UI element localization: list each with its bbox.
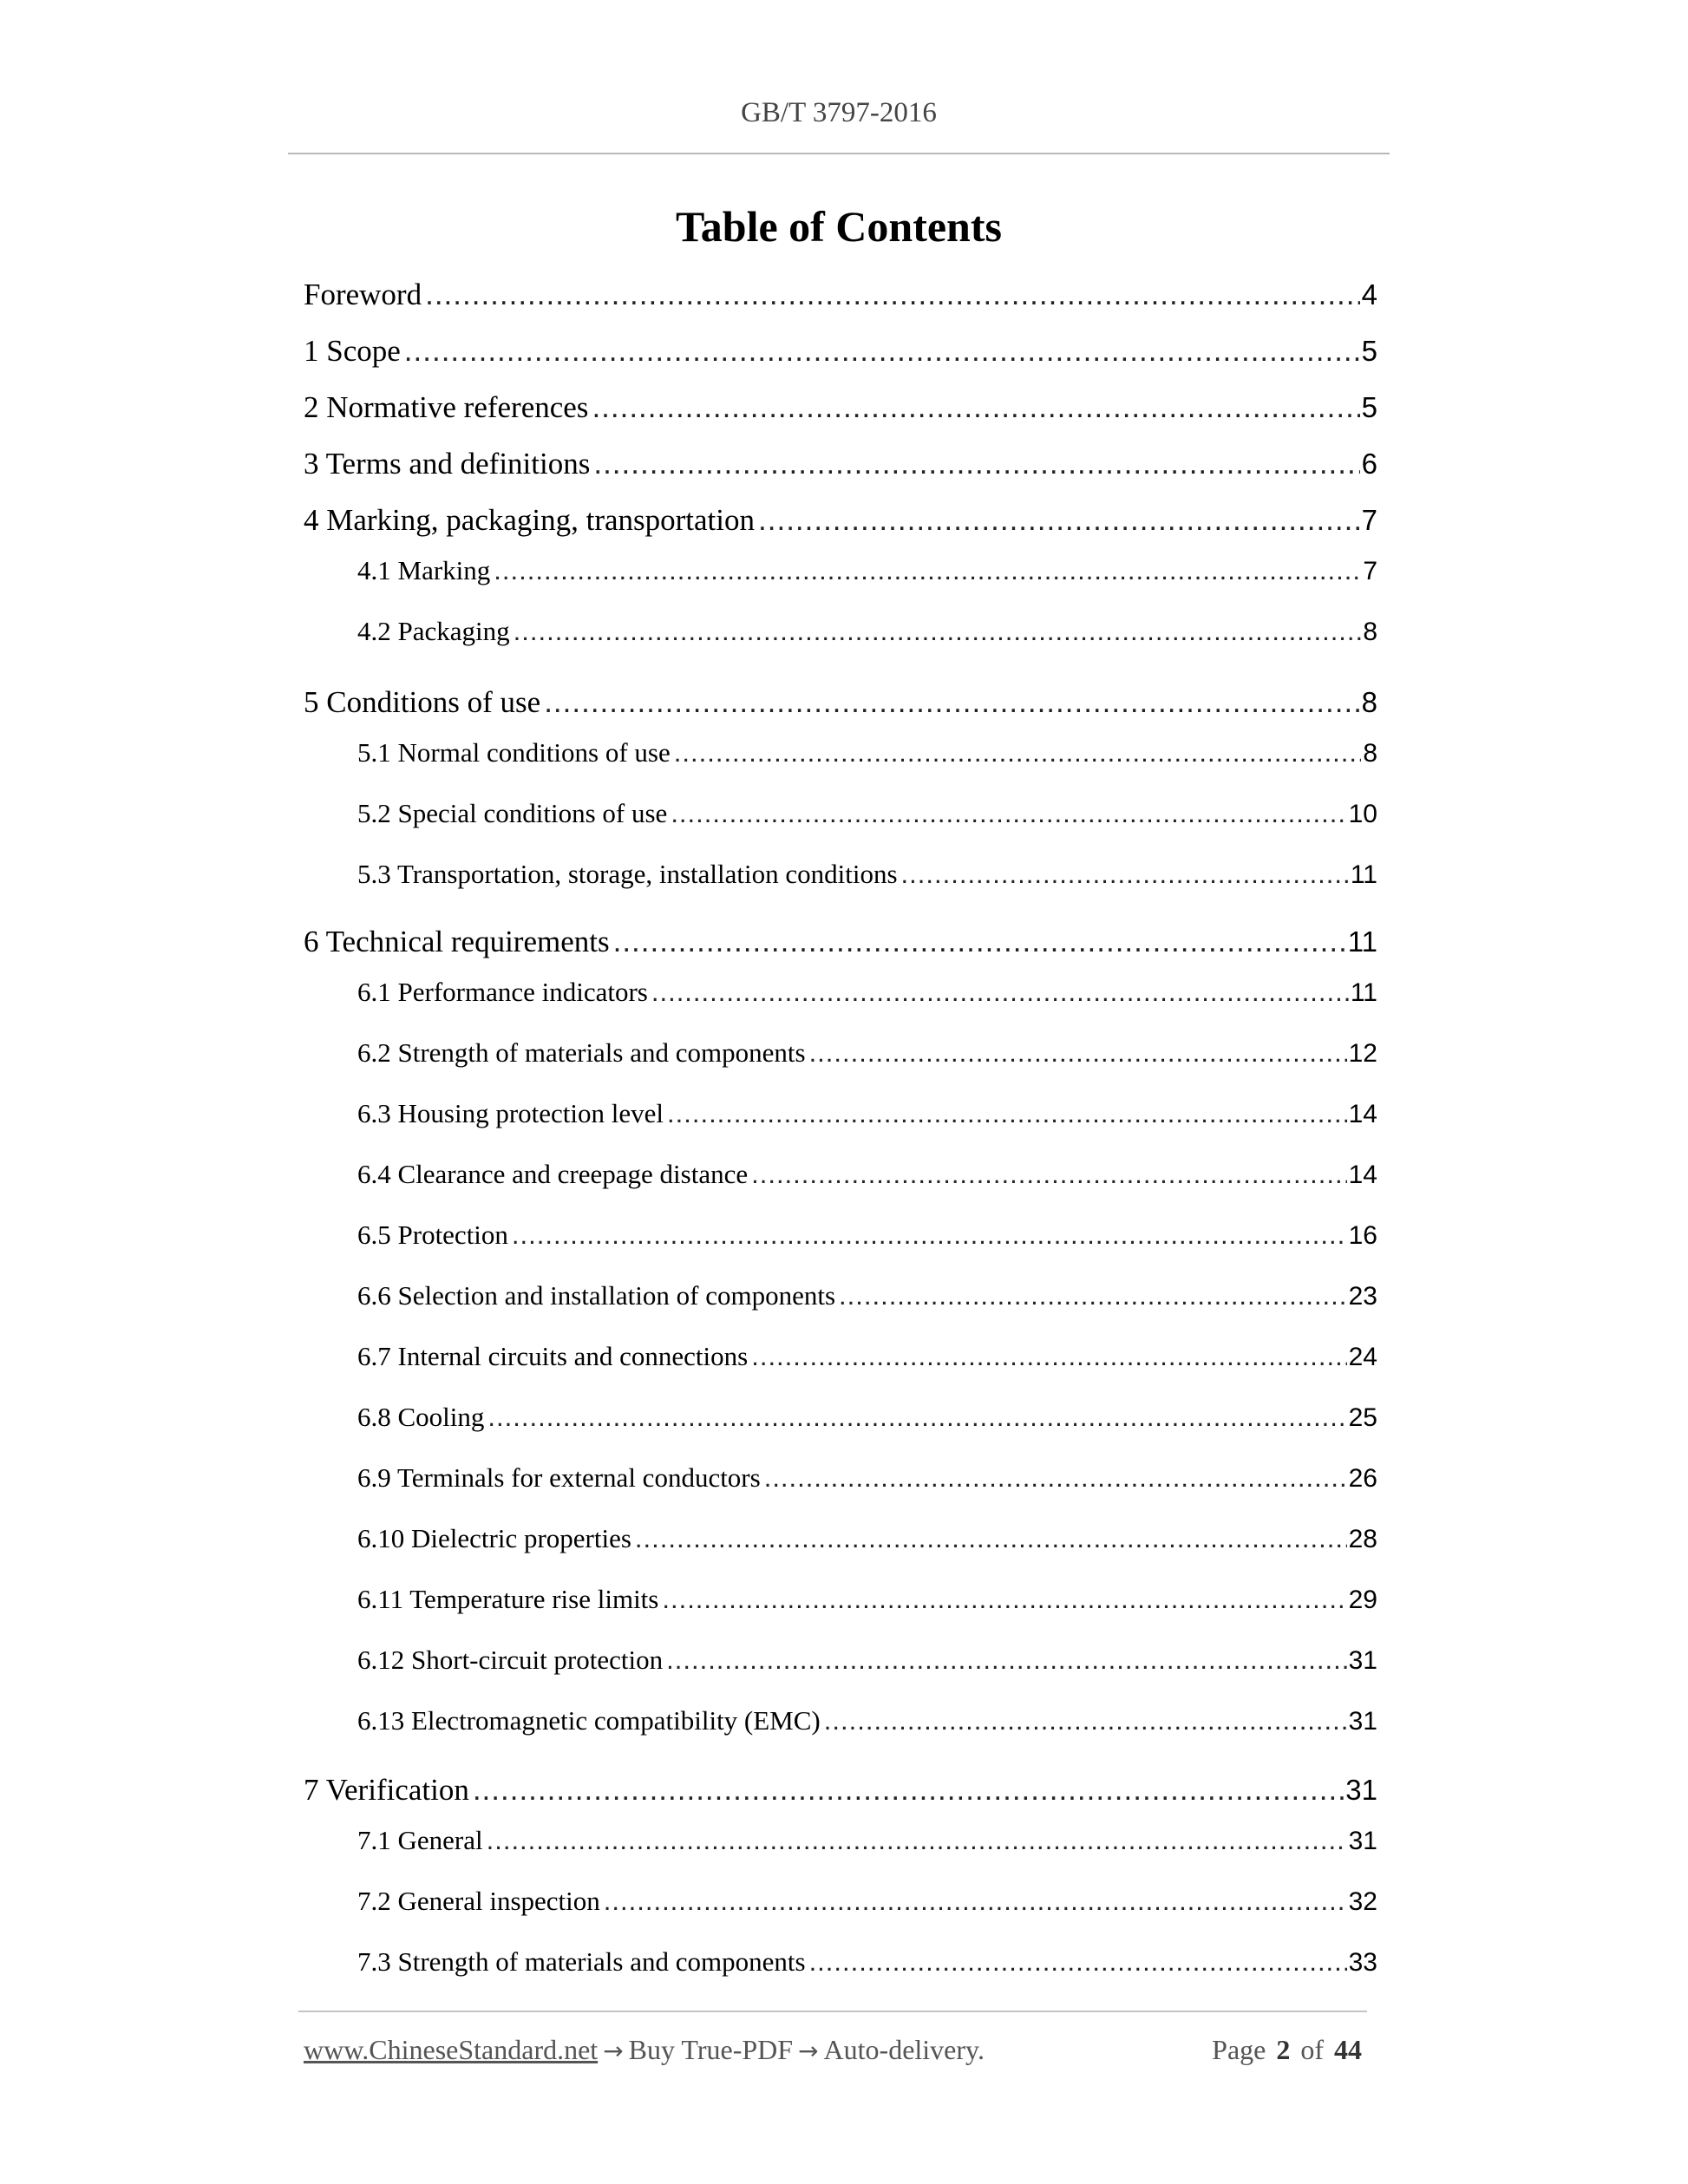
toc-dot-leader bbox=[662, 1580, 1346, 1618]
toc-entry[interactable] bbox=[357, 1641, 1377, 1679]
toc-entry[interactable] bbox=[357, 1580, 1377, 1618]
toc-entry[interactable] bbox=[304, 330, 1377, 372]
toc-entry-title: 5.3 Transportation, storage, installation conditions bbox=[357, 859, 898, 889]
toc-entry-title: 6.1 Performance indicators bbox=[357, 977, 648, 1007]
toc-entry[interactable] bbox=[304, 682, 1377, 723]
toc-dot-leader bbox=[758, 500, 1360, 541]
toc-entry-title: 6.11 Temperature rise limits bbox=[357, 1584, 659, 1614]
toc-entry-title: 5.1 Normal conditions of use bbox=[357, 737, 671, 768]
toc-entry-title: 7.2 General inspection bbox=[357, 1886, 600, 1916]
toc-dot-leader bbox=[839, 1277, 1347, 1315]
toc-entry-title: Foreword bbox=[304, 278, 422, 311]
toc-dot-leader bbox=[667, 1095, 1347, 1133]
toc-entry-page: 5 bbox=[1361, 335, 1377, 367]
toc-dot-leader bbox=[487, 1398, 1346, 1436]
toc-entry[interactable] bbox=[357, 1702, 1377, 1740]
toc-dot-leader bbox=[824, 1702, 1347, 1740]
toc-entry[interactable] bbox=[357, 1398, 1377, 1436]
toc-dot-leader bbox=[593, 443, 1359, 485]
toc-entry-page: 16 bbox=[1348, 1221, 1377, 1250]
toc-entry[interactable] bbox=[357, 552, 1377, 590]
toc-dot-leader bbox=[487, 1821, 1347, 1860]
toc-entry[interactable] bbox=[357, 1095, 1377, 1133]
toc-entry-title: 7 Verification bbox=[304, 1773, 469, 1807]
toc-dot-leader bbox=[901, 855, 1349, 893]
toc-entry-page: 14 bbox=[1348, 1100, 1377, 1128]
toc-entry-page: 7 bbox=[1361, 504, 1377, 536]
toc-entry-title: 6.2 Strength of materials and components bbox=[357, 1037, 806, 1068]
toc-dot-leader bbox=[425, 274, 1360, 316]
toc-entry-title: 6.6 Selection and installation of components bbox=[357, 1280, 836, 1311]
toc-dot-leader bbox=[604, 1882, 1347, 1920]
page-current: 2 bbox=[1276, 2034, 1291, 2065]
site-link[interactable]: www.ChineseStandard.net bbox=[304, 2034, 599, 2065]
toc-entry-page: 7 bbox=[1363, 557, 1377, 585]
toc-entry[interactable] bbox=[357, 1034, 1377, 1072]
toc-dot-leader bbox=[674, 734, 1362, 772]
toc-entry[interactable] bbox=[357, 1337, 1377, 1376]
toc-entry-title: 6.3 Housing protection level bbox=[357, 1098, 664, 1128]
toc-entry-title: 7.3 Strength of materials and components bbox=[357, 1946, 806, 1977]
toc-entry[interactable] bbox=[357, 1459, 1377, 1497]
toc-entry[interactable] bbox=[357, 1882, 1377, 1920]
toc-entry[interactable] bbox=[357, 1821, 1377, 1860]
toc-entry-page: 23 bbox=[1348, 1282, 1377, 1311]
page-word: Page bbox=[1212, 2034, 1266, 2065]
toc-entry-title: 6.9 Terminals for external conductors bbox=[357, 1462, 761, 1493]
toc-entry-title: 6.12 Short-circuit protection bbox=[357, 1645, 664, 1675]
toc-entry-title: 4 Marking, packaging, transportation bbox=[304, 503, 756, 537]
toc-entry-page: 33 bbox=[1348, 1948, 1377, 1977]
toc-entry[interactable] bbox=[304, 1769, 1377, 1811]
toc-entry-title: 6.10 Dielectric properties bbox=[357, 1523, 631, 1553]
toc-entry[interactable] bbox=[357, 855, 1377, 893]
toc-entry-page: 28 bbox=[1348, 1525, 1377, 1553]
toc-entry[interactable] bbox=[357, 1155, 1377, 1193]
toc-entry-page: 26 bbox=[1348, 1464, 1377, 1493]
toc-entry-title: 6 Technical requirements bbox=[304, 925, 610, 958]
toc-entry-title: 4.2 Packaging bbox=[357, 616, 510, 646]
toc-entry-title: 5 Conditions of use bbox=[304, 685, 541, 719]
toc-entry-title: 3 Terms and definitions bbox=[304, 447, 591, 481]
footer-divider bbox=[298, 2011, 1367, 2012]
toc-entry-page: 31 bbox=[1348, 1707, 1377, 1736]
toc-entry[interactable] bbox=[357, 1277, 1377, 1315]
toc-entry-page: 31 bbox=[1345, 1774, 1377, 1806]
toc-entry-title: 2 Normative references bbox=[304, 390, 589, 424]
toc-entry[interactable] bbox=[357, 1520, 1377, 1558]
toc-dot-leader bbox=[809, 1034, 1347, 1072]
toc-entry[interactable] bbox=[357, 1943, 1377, 1981]
toc-entry-page: 12 bbox=[1348, 1039, 1377, 1068]
toc-dot-leader bbox=[404, 330, 1360, 372]
footer-promo bbox=[304, 2028, 985, 2073]
toc-entry-title: 7.1 General bbox=[357, 1825, 483, 1855]
toc-entry-page: 6 bbox=[1361, 448, 1377, 480]
running-header: GB/T 3797-2016 bbox=[741, 97, 937, 128]
toc-dot-leader bbox=[514, 612, 1362, 651]
toc-entry-title: 6.8 Cooling bbox=[357, 1402, 485, 1432]
page-indicator bbox=[1212, 2028, 1362, 2071]
toc-entry[interactable] bbox=[304, 274, 1377, 316]
toc-entry[interactable] bbox=[357, 794, 1377, 833]
toc-dot-leader bbox=[651, 973, 1349, 1011]
toc-entry-page: 11 bbox=[1347, 925, 1377, 958]
toc-entry-title: 6.13 Electromagnetic compatibility (EMC) bbox=[357, 1705, 821, 1736]
toc-entry-page: 8 bbox=[1363, 618, 1377, 646]
toc-entry-title: 6.4 Clearance and creepage distance bbox=[357, 1159, 749, 1189]
toc-entry-page: 31 bbox=[1348, 1646, 1377, 1675]
page-footer bbox=[304, 2028, 1367, 2071]
toc-entry[interactable] bbox=[357, 612, 1377, 651]
toc-dot-leader bbox=[544, 682, 1359, 723]
toc-dot-leader bbox=[613, 921, 1346, 963]
toc-entry-page: 8 bbox=[1363, 739, 1377, 768]
toc-title: Table of Contents bbox=[676, 202, 1002, 251]
toc-entry[interactable] bbox=[304, 921, 1377, 963]
toc-entry[interactable] bbox=[304, 500, 1377, 541]
toc-entry-title: 1 Scope bbox=[304, 334, 401, 368]
toc-entry[interactable] bbox=[304, 387, 1377, 428]
toc-dot-leader bbox=[635, 1520, 1347, 1558]
toc-entry[interactable] bbox=[357, 1216, 1377, 1254]
toc-entry-title: 4.1 Marking bbox=[357, 555, 491, 585]
toc-entry-title: 5.2 Special conditions of use bbox=[357, 798, 668, 828]
toc-entry-title: 6.5 Protection bbox=[357, 1220, 508, 1250]
toc-entry-page: 14 bbox=[1348, 1161, 1377, 1189]
of-word: of bbox=[1300, 2034, 1324, 2065]
toc-entry-page: 8 bbox=[1361, 686, 1377, 718]
toc-entry-page: 5 bbox=[1361, 391, 1377, 423]
toc-entry-page: 32 bbox=[1348, 1887, 1377, 1916]
toc-entry-page: 31 bbox=[1348, 1827, 1377, 1855]
toc-entry-title: 6.7 Internal circuits and connections bbox=[357, 1341, 749, 1371]
toc-entry-page: 4 bbox=[1361, 278, 1377, 311]
toc-entry[interactable] bbox=[357, 734, 1377, 772]
toc-dot-leader bbox=[592, 387, 1359, 428]
arrow-right-icon: → bbox=[603, 2037, 624, 2065]
buy-text: Buy True-PDF bbox=[628, 2034, 794, 2065]
page-total: 44 bbox=[1334, 2034, 1362, 2065]
toc-entry-page: 24 bbox=[1348, 1343, 1377, 1371]
toc-dot-leader bbox=[809, 1943, 1347, 1981]
arrow-right-icon: → bbox=[798, 2037, 819, 2065]
toc-dot-leader bbox=[671, 794, 1346, 833]
toc-entry-page: 29 bbox=[1348, 1586, 1377, 1614]
toc-dot-leader bbox=[764, 1459, 1347, 1497]
toc-dot-leader bbox=[473, 1769, 1344, 1811]
toc-entry[interactable] bbox=[357, 973, 1377, 1011]
toc-dot-leader bbox=[494, 552, 1361, 590]
toc-dot-leader bbox=[666, 1641, 1347, 1679]
toc-entry-page: 25 bbox=[1348, 1403, 1377, 1432]
toc-dot-leader bbox=[751, 1337, 1346, 1376]
toc-dot-leader bbox=[751, 1155, 1347, 1193]
delivery-text: Auto-delivery. bbox=[823, 2034, 985, 2065]
toc-entry-page: 10 bbox=[1348, 800, 1377, 828]
toc-entry-page: 11 bbox=[1350, 978, 1377, 1007]
toc-dot-leader bbox=[512, 1216, 1347, 1254]
toc-entry-page: 11 bbox=[1350, 860, 1377, 889]
toc-entry[interactable] bbox=[304, 443, 1377, 485]
